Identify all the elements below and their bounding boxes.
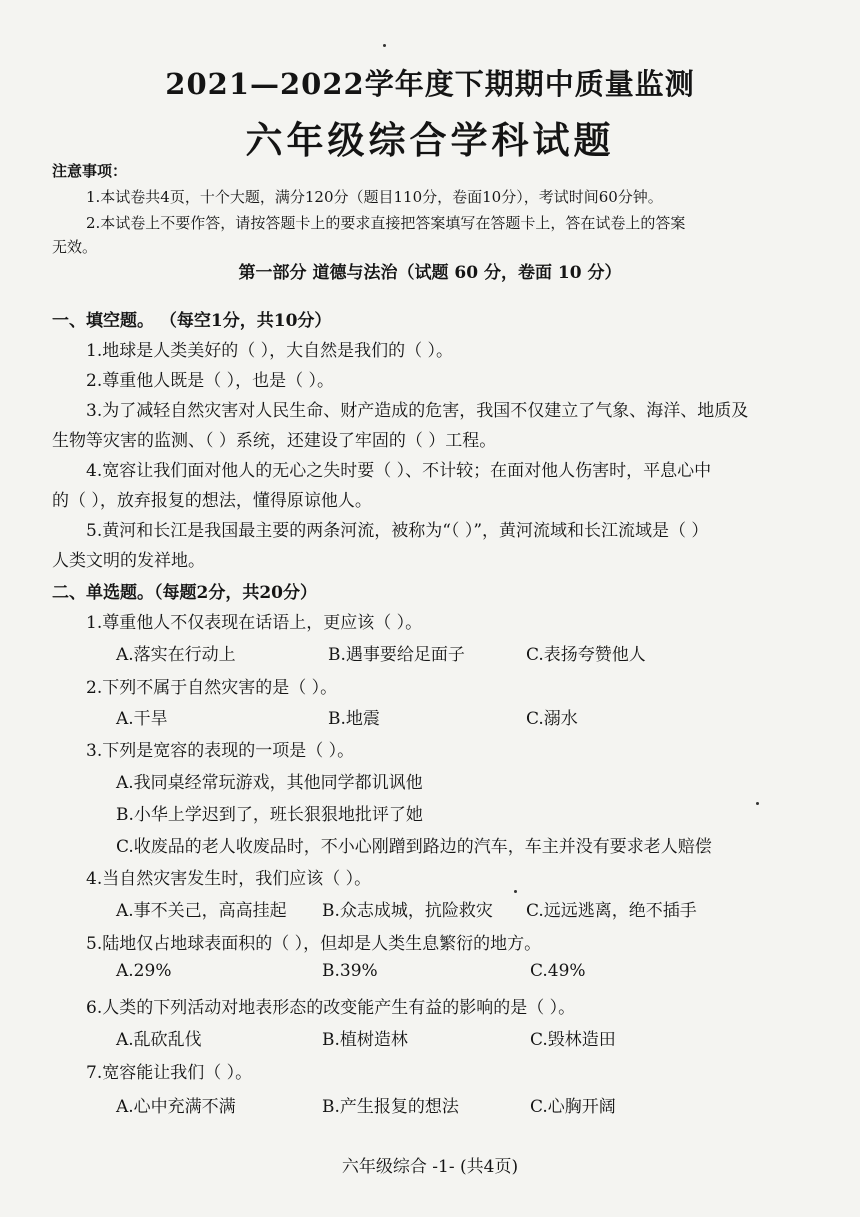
choice-question-1: 1.尊重他人不仅表现在话语上，更应该（ ）。 — [86, 613, 423, 633]
choice-question-2: 2.下列不属于自然灾害的是（ ）。 — [86, 678, 338, 698]
choice-option: A.干旱 — [116, 709, 168, 729]
choice-option: C.毁林造田 — [530, 1030, 616, 1050]
choice-option: C.溺水 — [526, 709, 578, 729]
choice-question-5: 5.陆地仅占地球表面积的（ ），但却是人类生息繁衍的地方。 — [86, 934, 542, 954]
choice-question-3: 3.下列是宽容的表现的一项是（ ）。 — [86, 741, 355, 761]
choice-option: B.植树造林 — [322, 1030, 408, 1050]
note-line-2-cont: 无效。 — [52, 238, 98, 256]
choice-option: A.事不关己，高高挂起 — [116, 901, 287, 921]
note-line-1: 1.本试卷共4页，十个大题，满分120分（题目110分，卷面10分），考试时间60分钟。 — [86, 188, 663, 206]
choice-option: A.29% — [116, 961, 172, 981]
scan-speck — [756, 802, 759, 805]
choice-question-4: 4.当自然灾害发生时，我们应该（ ）。 — [86, 869, 372, 889]
fill-question-1: 1.地球是人类美好的（ ），大自然是我们的（ ）。 — [86, 341, 454, 361]
notes-heading: 注意事项： — [52, 162, 128, 180]
choice-option: A.落实在行动上 — [116, 645, 236, 665]
section-heading-fill: 一、填空题。 （每空1分，共10分） — [52, 311, 332, 331]
fill-question-5-cont: 人类文明的发祥地。 — [52, 551, 205, 571]
choice-option: C.心胸开阔 — [530, 1097, 616, 1117]
choice-option: C.远远逃离，绝不插手 — [526, 901, 697, 921]
fill-question-4: 4.宽容让我们面对他人的无心之失时要（ ）、不计较；在面对他人伤害时，平息心中 — [86, 461, 712, 481]
choice-option: B.遇事要给足面子 — [328, 645, 465, 665]
exam-subtitle: 六年级综合学科试题 — [245, 118, 615, 162]
choice-option: B.众志成城，抗险救灾 — [322, 901, 493, 921]
scan-speck — [514, 890, 517, 893]
page-footer: 六年级综合 -1- (共4页) — [341, 1157, 519, 1177]
choice-option: A.心中充满不满 — [116, 1097, 236, 1117]
fill-question-3-cont: 生物等灾害的监测、（ ）系统，还建设了牢固的（ ）工程。 — [52, 431, 497, 451]
fill-question-2: 2.尊重他人既是（ ），也是（ ）。 — [86, 371, 335, 391]
section-heading-choice: 二、单选题。（每题2分，共20分） — [52, 583, 317, 603]
choice-option: B.小华上学迟到了，班长狠狠地批评了她 — [116, 805, 423, 825]
note-line-2: 2.本试卷上不要作答，请按答题卡上的要求直接把答案填写在答题卡上，答在试卷上的答案 — [86, 214, 686, 232]
exam-title: 2021—2022学年度下期期中质量监测 — [165, 67, 695, 101]
fill-question-4-cont: 的（ ），放弃报复的想法，懂得原谅他人。 — [52, 491, 372, 511]
choice-option: B.产生报复的想法 — [322, 1097, 459, 1117]
scan-speck — [383, 44, 386, 47]
fill-question-3: 3.为了减轻自然灾害对人民生命、财产造成的危害，我国不仅建立了气象、海洋、地质及 — [86, 401, 749, 421]
choice-question-6: 6.人类的下列活动对地表形态的改变能产生有益的影响的是（ ）。 — [86, 998, 576, 1018]
choice-option: C.表扬夸赞他人 — [526, 645, 646, 665]
choice-option: C.49% — [530, 961, 586, 981]
choice-option: B.地震 — [328, 709, 380, 729]
choice-question-7: 7.宽容能让我们（ ）。 — [86, 1063, 253, 1083]
choice-option: A.乱砍乱伐 — [116, 1030, 202, 1050]
part-heading: 第一部分 道德与法治（试题 60 分，卷面 10 分） — [238, 263, 622, 283]
choice-option: C.收废品的老人收废品时，不小心刚蹭到路边的汽车，车主并没有要求老人赔偿 — [116, 837, 712, 857]
choice-option: B.39% — [322, 961, 378, 981]
fill-question-5: 5.黄河和长江是我国最主要的两条河流，被称为“（ ）”，黄河流域和长江流域是（ ） — [86, 521, 709, 541]
choice-option: A.我同桌经常玩游戏，其他同学都讥讽他 — [116, 773, 423, 793]
